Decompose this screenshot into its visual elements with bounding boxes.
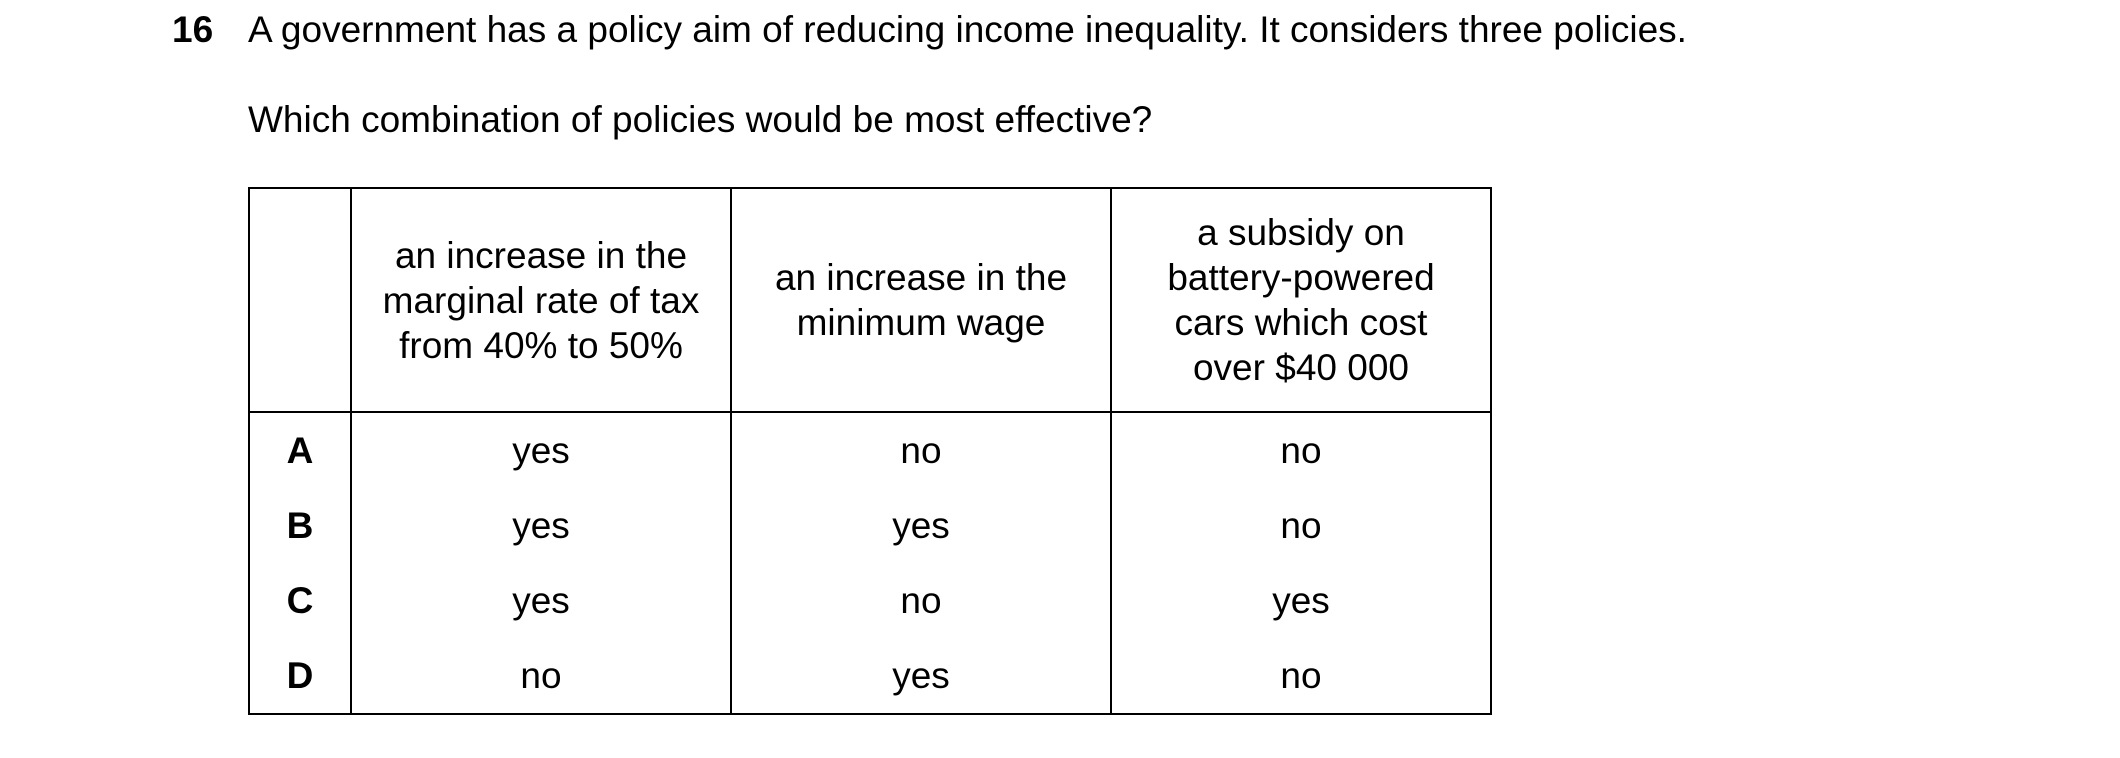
header-min-wage: [731, 188, 1111, 412]
table-header-row: [249, 188, 1491, 412]
table-row: [249, 488, 1491, 563]
header-blank: [249, 188, 351, 412]
header-subsidy-line-1: a subsidy on: [1197, 212, 1405, 253]
option-letter: C: [249, 563, 351, 638]
cell-tax: no: [351, 638, 731, 714]
cell-tax: yes: [351, 563, 731, 638]
cell-tax: yes: [351, 488, 731, 563]
question-stem: A government has a policy aim of reducing income inequality. It considers three policies.: [248, 9, 1687, 50]
cell-tax: yes: [351, 412, 731, 488]
table-row: [249, 638, 1491, 714]
cell-min-wage: no: [731, 412, 1111, 488]
header-min-wage-line-2: minimum wage: [796, 302, 1046, 343]
header-subsidy: [1111, 188, 1491, 412]
cell-min-wage: yes: [731, 638, 1111, 714]
header-tax-line-2: marginal rate of tax: [382, 279, 700, 321]
table-row: [249, 563, 1491, 638]
header-tax-line-3: from 40% to 50%: [399, 324, 683, 366]
header-min-wage-line-1: an increase in the: [774, 257, 1068, 298]
option-letter: B: [249, 488, 351, 563]
cell-subsidy: no: [1111, 638, 1491, 714]
cell-subsidy: yes: [1111, 563, 1491, 638]
header-subsidy-line-4: over $40 000: [1192, 347, 1409, 388]
header-tax-line-1: an increase in the: [394, 234, 688, 276]
cell-subsidy: no: [1111, 412, 1491, 488]
table-row: [249, 412, 1491, 488]
option-letter: D: [249, 638, 351, 714]
header-tax: [351, 188, 731, 412]
header-subsidy-line-2: battery-powered: [1167, 257, 1435, 298]
question-prompt: Which combination of policies would be most effective?: [248, 99, 1153, 140]
cell-min-wage: yes: [731, 488, 1111, 563]
question-number: 16: [172, 9, 214, 50]
cell-min-wage: no: [731, 563, 1111, 638]
header-subsidy-line-3: cars which cost: [1174, 302, 1428, 343]
options-table: [248, 187, 1492, 715]
cell-subsidy: no: [1111, 488, 1491, 563]
option-letter: A: [249, 412, 351, 488]
